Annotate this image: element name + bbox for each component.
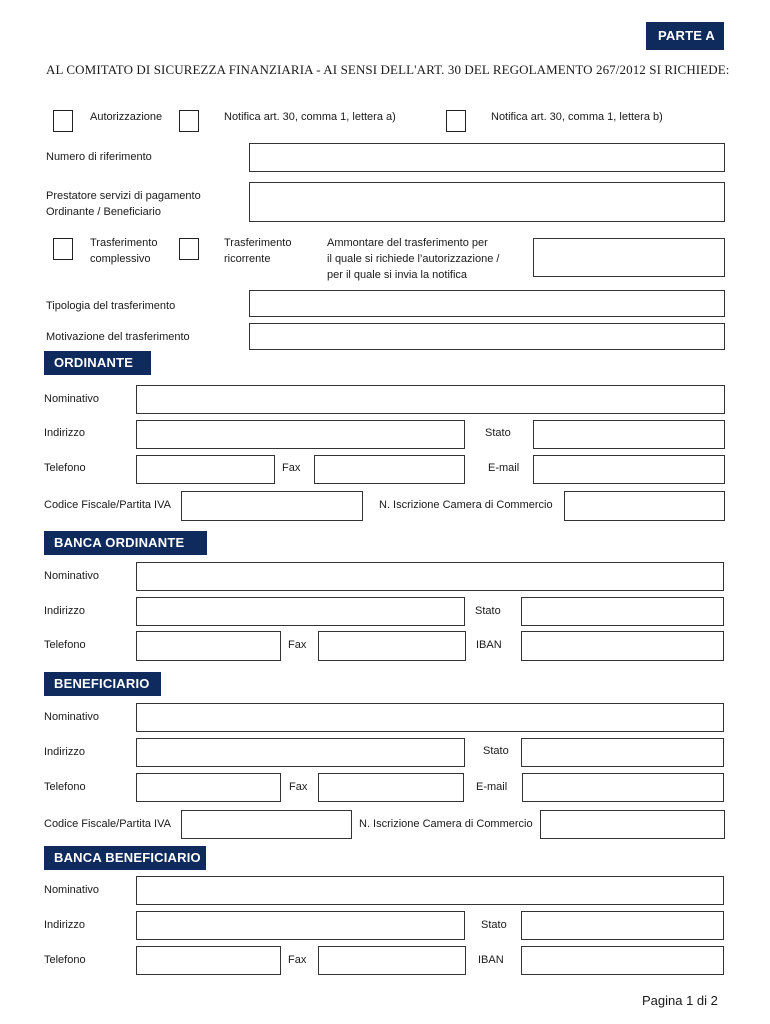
beneficiario-stato-field[interactable]: [521, 738, 724, 767]
label-ammontare-1: Ammontare del trasferimento per: [327, 237, 488, 249]
checkbox-notifica-b[interactable]: [446, 110, 466, 132]
beneficiario-label-indirizzo: Indirizzo: [44, 746, 85, 758]
ordinante-label-indirizzo: Indirizzo: [44, 427, 85, 439]
beneficiario-indirizzo-field[interactable]: [136, 738, 465, 767]
banca-beneficiario-nominativo-field[interactable]: [136, 876, 724, 905]
label-prestatore-1: Prestatore servizi di pagamento: [46, 190, 201, 202]
banca-beneficiario-label-indirizzo: Indirizzo: [44, 919, 85, 931]
section-banca-ordinante: BANCA ORDINANTE: [44, 531, 207, 555]
ordinante-email-field[interactable]: [533, 455, 725, 484]
beneficiario-label-email: E-mail: [476, 781, 508, 793]
ordinante-camera-commercio-field[interactable]: [564, 491, 725, 521]
checkbox-notifica-a[interactable]: [179, 110, 199, 132]
label-prestatore-2: Ordinante / Beneficiario: [46, 206, 161, 218]
beneficiario-label-telefono: Telefono: [44, 781, 86, 793]
ordinante-label-telefono: Telefono: [44, 462, 86, 474]
banca-beneficiario-label-fax: Fax: [288, 954, 307, 966]
page-number: Pagina 1 di 2: [642, 993, 718, 1008]
beneficiario-telefono-field[interactable]: [136, 773, 281, 802]
banca-ordinante-stato-field[interactable]: [521, 597, 724, 626]
ammontare-field[interactable]: [533, 238, 725, 277]
banca-beneficiario-label-iban: IBAN: [478, 954, 504, 966]
banca-beneficiario-telefono-field[interactable]: [136, 946, 281, 975]
beneficiario-fax-field[interactable]: [318, 773, 464, 802]
tipologia-field[interactable]: [249, 290, 725, 317]
beneficiario-email-field[interactable]: [522, 773, 724, 802]
label-trasf-complessivo-2: complessivo: [90, 253, 151, 265]
beneficiario-camera-commercio-field[interactable]: [540, 810, 725, 839]
banca-ordinante-fax-field[interactable]: [318, 631, 466, 661]
banca-ordinante-label-fax: Fax: [288, 639, 307, 651]
ordinante-label-nominativo: Nominativo: [44, 393, 100, 405]
banca-ordinante-iban-field[interactable]: [521, 631, 724, 661]
numero-riferimento-field[interactable]: [249, 143, 725, 172]
section-banca-beneficiario: BANCA BENEFICIARIO: [44, 846, 206, 870]
ordinante-label-camera-commercio: N. Iscrizione Camera di Commercio: [379, 499, 553, 511]
banca-beneficiario-iban-field[interactable]: [521, 946, 724, 975]
ordinante-nominativo-field[interactable]: [136, 385, 725, 414]
label-trasf-complessivo-1: Trasferimento: [90, 237, 158, 249]
label-motivazione: Motivazione del trasferimento: [46, 331, 190, 343]
ordinante-indirizzo-field[interactable]: [136, 420, 465, 449]
banca-beneficiario-label-stato: Stato: [481, 919, 507, 931]
banca-ordinante-label-nominativo: Nominativo: [44, 570, 100, 582]
beneficiario-nominativo-field[interactable]: [136, 703, 724, 732]
ordinante-stato-field[interactable]: [533, 420, 725, 449]
beneficiario-label-codice-fiscale: Codice Fiscale/Partita IVA: [44, 818, 171, 830]
section-ordinante: ORDINANTE: [44, 351, 151, 375]
beneficiario-label-stato: Stato: [483, 745, 509, 757]
banca-beneficiario-fax-field[interactable]: [318, 946, 466, 975]
checkbox-trasferimento-complessivo[interactable]: [53, 238, 73, 260]
checkbox-autorizzazione[interactable]: [53, 110, 73, 132]
label-tipologia: Tipologia del trasferimento: [46, 300, 176, 312]
ordinante-label-stato: Stato: [485, 427, 511, 439]
label-notifica-b: Notifica art. 30, comma 1, lettera b): [491, 111, 663, 123]
ordinante-label-fax: Fax: [282, 462, 301, 474]
label-ammontare-2: il quale si richiede l’autorizzazione /: [327, 253, 500, 265]
banca-ordinante-label-stato: Stato: [475, 605, 501, 617]
label-trasf-ricorrente-2: ricorrente: [224, 253, 271, 265]
beneficiario-label-camera-commercio: N. Iscrizione Camera di Commercio: [359, 818, 533, 830]
banca-ordinante-indirizzo-field[interactable]: [136, 597, 465, 626]
label-ammontare-3: per il quale si invia la notifica: [327, 269, 468, 281]
label-autorizzazione: Autorizzazione: [90, 111, 163, 123]
ordinante-label-codice-fiscale: Codice Fiscale/Partita IVA: [44, 499, 171, 511]
banca-ordinante-telefono-field[interactable]: [136, 631, 281, 661]
label-trasf-ricorrente-1: Trasferimento: [224, 237, 292, 249]
ordinante-codice-fiscale-field[interactable]: [181, 491, 363, 521]
ordinante-label-email: E-mail: [488, 462, 520, 474]
form-title: AL COMITATO DI SICUREZZA FINANZIARIA - AI SENSI DELL'ART. 30 DEL REGOLAMENTO 267/2012 SI RICHIEDE:: [46, 62, 730, 77]
label-notifica-a: Notifica art. 30, comma 1, lettera a): [224, 111, 396, 123]
parte-a-badge: PARTE A: [646, 22, 724, 50]
banca-ordinante-label-iban: IBAN: [476, 639, 502, 651]
ordinante-fax-field[interactable]: [314, 455, 465, 484]
motivazione-field[interactable]: [249, 323, 725, 350]
section-beneficiario: BENEFICIARIO: [44, 672, 161, 696]
banca-ordinante-label-telefono: Telefono: [44, 639, 86, 651]
banca-beneficiario-indirizzo-field[interactable]: [136, 911, 465, 940]
prestatore-field[interactable]: [249, 182, 725, 222]
ordinante-telefono-field[interactable]: [136, 455, 275, 484]
banca-beneficiario-label-nominativo: Nominativo: [44, 884, 100, 896]
beneficiario-label-nominativo: Nominativo: [44, 711, 100, 723]
beneficiario-codice-fiscale-field[interactable]: [181, 810, 352, 839]
banca-beneficiario-label-telefono: Telefono: [44, 954, 86, 966]
checkbox-trasferimento-ricorrente[interactable]: [179, 238, 199, 260]
banca-ordinante-label-indirizzo: Indirizzo: [44, 605, 85, 617]
label-numero-riferimento: Numero di riferimento: [46, 151, 152, 163]
banca-ordinante-nominativo-field[interactable]: [136, 562, 724, 591]
beneficiario-label-fax: Fax: [289, 781, 308, 793]
banca-beneficiario-stato-field[interactable]: [521, 911, 724, 940]
